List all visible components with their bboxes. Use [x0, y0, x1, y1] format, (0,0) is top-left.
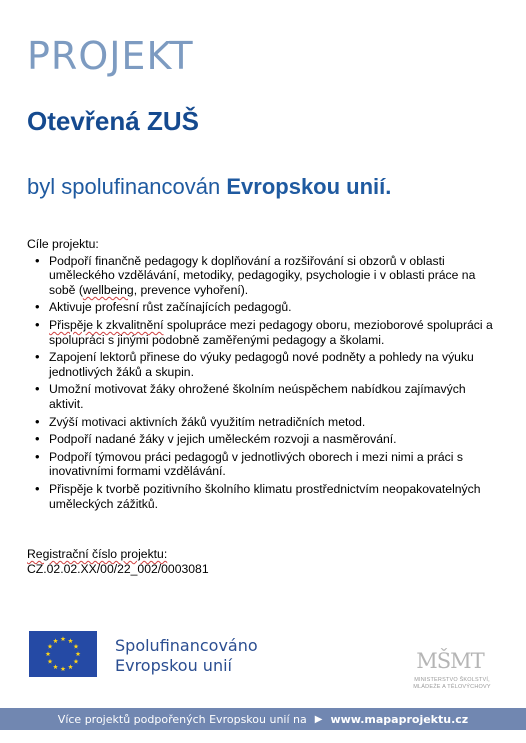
footer-banner[interactable] [0, 708, 526, 730]
cofinanced-prefix: byl spolufinancován [27, 174, 227, 199]
eu-star [61, 636, 66, 641]
cofinanced-emphasis: Evropskou unií. [226, 174, 392, 199]
eu-star [48, 659, 53, 664]
eu-star [74, 644, 79, 649]
registration-number: CZ.02.02.XX/00/22_002/0003081 [27, 562, 209, 576]
goal-item [49, 482, 497, 511]
goal-item [49, 318, 497, 347]
goal-item-before: Přispěje k tvorbě pozitivního školního klimatu prostřednictvím neopakovatelných uměleckých zážitků. [49, 481, 481, 511]
cofinanced-statement [27, 174, 391, 200]
registration-label: Registrační číslo projektu: [27, 547, 168, 561]
goal-item-after: , prevence vyhoření). [133, 282, 249, 297]
banner-url-link[interactable]: www.mapaprojektu.cz [330, 712, 469, 726]
msmt-caption-line-1: MINISTERSTVO ŠKOLSTVÍ, [414, 677, 490, 683]
goal-item [49, 415, 497, 430]
goals-list [27, 254, 497, 512]
goal-item-flagged: Přispěje k zkvalitnění [49, 317, 164, 332]
msmt-caption [402, 677, 502, 690]
heading-projekt: PROJEKT [27, 34, 194, 78]
project-name: Otevřená ZUŠ [27, 106, 199, 136]
eu-star [68, 664, 73, 669]
goals-section [27, 237, 497, 514]
msmt-mark: MŠMT [416, 649, 484, 673]
registration-block [27, 547, 209, 577]
arrow-right-icon: ▶ [314, 713, 323, 725]
msmt-caption-line-2: MLÁDEŽE A TĚLOVÝCHOVY [413, 683, 491, 690]
goal-item [49, 450, 497, 479]
goal-item-flagged: wellbeing [82, 282, 134, 297]
goal-item [49, 432, 497, 447]
goal-item-before: Podpoří týmovou práci pedagogů v jednotlivých oborech i mezi nimi a práci s inovativními formami vzdělávání. [49, 449, 463, 479]
goal-item [49, 350, 497, 379]
footer-logos [0, 620, 526, 710]
goal-item [49, 254, 497, 298]
goal-item-before: Zvýší motivaci aktivních žáků využitím netradičních metod. [49, 414, 366, 429]
goal-item-before: Podpoří nadané žáky v jejich uměleckém rozvoji a nasměrování. [49, 432, 397, 447]
eu-star [53, 638, 58, 643]
goal-item [49, 382, 497, 411]
msmt-monogram [416, 628, 484, 674]
eu-star [68, 638, 73, 643]
eu-star [76, 651, 81, 656]
goal-item [49, 300, 497, 315]
eu-line-1: Spolufinancováno [115, 636, 258, 655]
banner-text: Více projektů podpořených Evropskou unií na [57, 712, 307, 726]
eu-star [74, 659, 79, 664]
eu-line-2: Evropskou unií [115, 656, 232, 675]
eu-cofinanced-text [115, 636, 258, 676]
goal-item-after: spolupráce mezi pedagogy oboru, mezioborové spolupráci a spolupráci s jinými podobně zaměřenými pedagogy a školami. [49, 317, 493, 347]
goals-label: Cíle projektu: [27, 237, 99, 251]
eu-star [48, 644, 53, 649]
eu-star [61, 666, 66, 671]
eu-star [53, 664, 58, 669]
eu-flag-icon [29, 631, 97, 677]
goal-item-before: Podpoří finančně pedagogy k doplňování a rozšiřování si obzorů v oblasti uměleckého vzdělávání, metodiky, pedagogiky, psychologie i v oblasti práce na sobě ( [49, 253, 476, 297]
eu-stars [29, 631, 97, 677]
msmt-logo-icon [402, 628, 502, 690]
goal-item-before: Zapojení lektorů přinese do výuky pedagogů nové podněty a pohledy na výuku jednotlivých žáků a skupin. [49, 350, 474, 379]
goal-item-before: Aktivuje profesní růst začínajících pedagogů. [49, 300, 292, 315]
eu-star [46, 651, 51, 656]
goal-item-before: Umožní motivovat žáky ohrožené školním neúspěchem nabídkou zajímavých aktivit. [49, 382, 466, 411]
